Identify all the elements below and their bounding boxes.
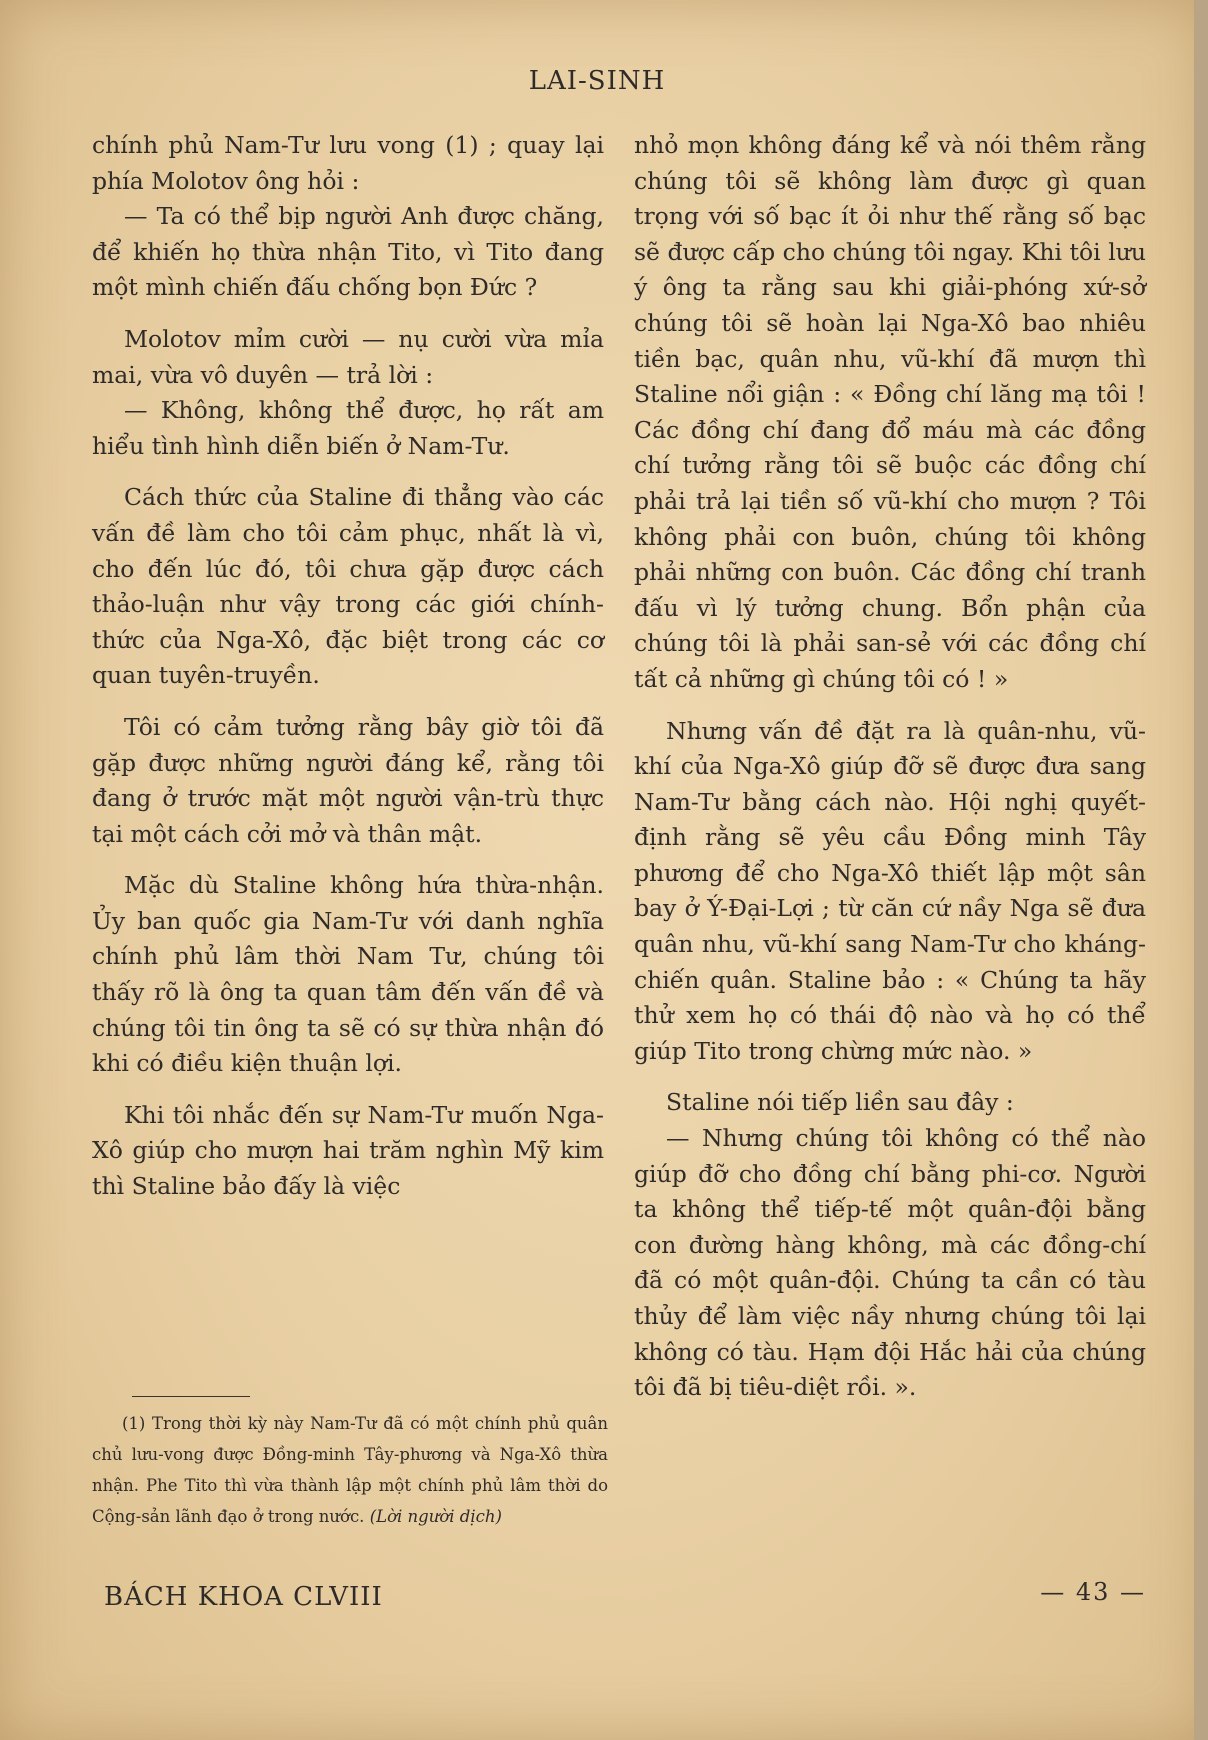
paragraph: chính phủ Nam-Tư lưu vong (1) ; quay lại phía Molotov ông hỏi : <box>92 131 604 195</box>
left-column <box>92 128 604 1205</box>
right-column <box>634 128 1146 1406</box>
page-number: — 43 — <box>1040 1578 1146 1606</box>
footnote-divider <box>132 1396 250 1397</box>
paragraph: Nhưng vấn đề đặt ra là quân-nhu, vũ-khí của Nga-Xô giúp đỡ sẽ được đưa sang Nam-Tư bằng cách nào. Hội nghị quyết-định rằng sẽ yêu cầu Đồng minh Tây phương để cho Nga-Xô thiết lập một sân bay ở Ý-Đại-Lợi ; từ căn cứ nầy Nga sẽ đưa quân nhu, vũ-khí sang Nam-Tư cho kháng-chiến quân. Staline bảo : « Chúng ta hãy thử xem họ có thái độ nào và họ có thể giúp Tito trong chừng mức nào. » <box>634 716 1146 1065</box>
page-edge <box>1194 0 1208 1740</box>
paragraph: — Nhưng chúng tôi không có thể nào giúp đỡ cho đồng chí bằng phi-cơ. Người ta không thể tiếp-tế một quân-đội bằng con đường hàng không, mà các đồng-chí đã có một quân-đội. Chúng ta cần có tàu thủy để làm việc nầy nhưng chúng tôi lại không có tàu. Hạm đội Hắc hải của chúng tôi đã bị tiêu-diệt rồi. ». <box>634 1124 1146 1402</box>
paragraph: Tôi có cảm tưởng rằng bây giờ tôi đã gặp được những người đáng kể, rằng tôi đang ở trước mặt một người vận-trù thực tại một cách cởi mở và thân mật. <box>92 712 604 848</box>
paragraph: — Ta có thể bịp người Anh được chăng, để khiến họ thừa nhận Tito, vì Tito đang một mình chiến đấu chống bọn Đức ? <box>92 202 604 302</box>
paragraph: Cách thức của Staline đi thẳng vào các vấn đề làm cho tôi cảm phục, nhất là vì, cho đến lúc đó, tôi chưa gặp được cách thảo-luận như vậy trong các giới chính-thức của Nga-Xô, đặc biệt trong các cơ quan tuyên-truyền. <box>92 483 604 690</box>
footnote <box>92 1408 608 1532</box>
footnote-text: (1) Trong thời kỳ này Nam-Tư đã có một chính phủ quân chủ lưu-vong được Đồng-minh Tây-phương và Nga-Xô thừa nhận. Phe Tito thì vừa thành lập một chính phủ lâm thời do Cộng-sản lãnh đạo ở trong nước. <box>92 1414 608 1526</box>
running-header: LAI-SINH <box>528 66 666 96</box>
paragraph: — Không, không thể được, họ rất am hiểu tình hình diễn biến ở Nam-Tư. <box>92 396 604 460</box>
paragraph: nhỏ mọn không đáng kể và nói thêm rằng chúng tôi sẽ không làm được gì quan trọng với số bạc ít ỏi như thế rằng số bạc sẽ được cấp cho chúng tôi ngay. Khi tôi lưu ý ông ta rằng sau khi giải-phóng xứ-sở chúng tôi sẽ hoàn lại Nga-Xô bao nhiêu tiền bạc, quân nhu, vũ-khí đã mượn thì Staline nổi giận : « Đồng chí lăng mạ tôi ! Các đồng chí đang đổ máu mà các đồng chí tưởng rằng tôi sẽ buộc các đồng chí phải trả lại tiền số vũ-khí cho mượn ? Tôi không phải con buôn, chúng tôi không phải những con buôn. Các đồng chí tranh đấu vì lý tưởng chung. Bổn phận của chúng tôi là phải san-sẻ với các đồng chí tất cả những gì chúng tôi có ! » <box>634 131 1146 693</box>
footnote-credit: (Lời người dịch) <box>369 1507 502 1526</box>
publication-title: BÁCH KHOA CLVIII <box>104 1582 383 1612</box>
paragraph: Mặc dù Staline không hứa thừa-nhận. Ủy ban quốc gia Nam-Tư với danh nghĩa chính phủ lâm thời Nam Tư, chúng tôi thấy rõ là ông ta quan tâm đến vấn đề và chúng tôi tin ông ta sẽ có sự thừa nhận đó khi có điều kiện thuận lợi. <box>92 871 604 1078</box>
paragraph: Molotov mỉm cười — nụ cười vừa mỉa mai, vừa vô duyên — trả lời : <box>92 324 604 389</box>
paragraph: Khi tôi nhắc đến sự Nam-Tư muốn Nga-Xô giúp cho mượn hai trăm nghìn Mỹ kim thì Staline bảo đấy là việc <box>92 1100 604 1201</box>
paragraph: Staline nói tiếp liền sau đây : <box>666 1088 1014 1117</box>
